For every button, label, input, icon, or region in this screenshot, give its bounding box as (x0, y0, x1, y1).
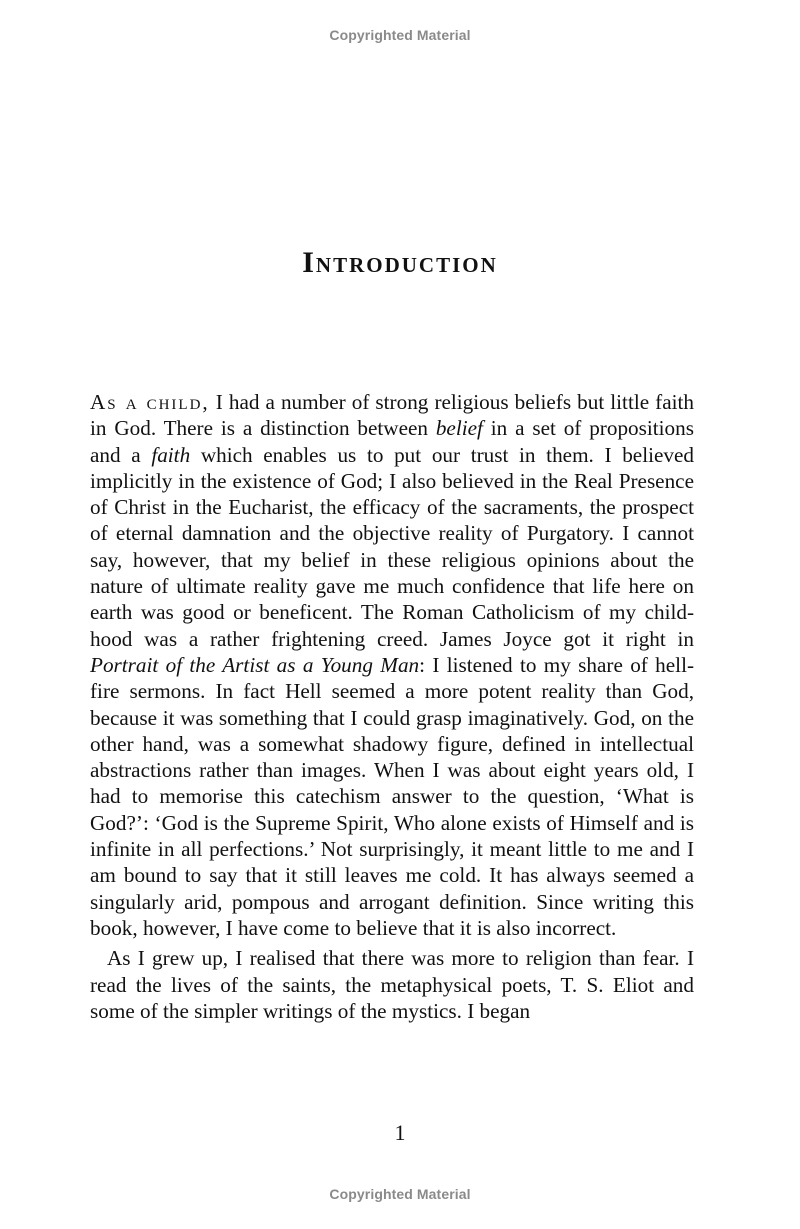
paragraph-1-text-c: which enables us to put our trust in them. I believed implicitly in the existence of God; I also believed in the Real Presence of Christ in the Eucharist, the efficacy of the sacraments, the prospect of eternal damnation and the objective reality of Purgatory. I cannot say, however, that my belief in these religious opinions about the nature of ultimate reality gave me much confidence that life here on earth was good or beneficent. The Roman Catholicism of my childhood was a rather frightening creed. James Joyce got it right in (90, 442, 694, 651)
paragraph-1-text-d: : I listened to my share of hell-fire sermons. In fact Hell seemed a more potent reality than God, because it was something that I could grasp imaginatively. God, on the other hand, was a somewhat shadowy figure, defined in intellectual abstractions rather than images. When I was about eight years old, I had to memorise this catechism answer to the question, ‘What is God?’: ‘God is the Supreme Spirit, Who alone exists of Himself and is infinite in all perfections.’ Not surprisingly, it meant little to me and I am bound to say that it still leaves me cold. It has always seemed a singularly arid, pompous and arrogant definition. Since writing this book, however, I have come to believe that it is also incorrect. (90, 652, 695, 940)
paragraph-1 (90, 389, 694, 941)
copyright-watermark-bottom: Copyrighted Material (329, 1186, 471, 1202)
chapter-title: Introduction (302, 246, 498, 280)
opening-words: As a child, (90, 390, 210, 414)
copyright-watermark-top: Copyrighted Material (329, 27, 471, 43)
page-number: 1 (394, 1120, 406, 1145)
paragraph-2: As I grew up, I realised that there was more to religion than fear. I read the lives of the saints, the metaphysical poets, T. S. Eliot and some of the simpler writings of the mystics. I began (90, 946, 694, 1023)
emphasis-belief: belief (435, 416, 483, 441)
paragraph-1-text-a: I had a number of strong religious beliefs but little faith in God. There is a distinction between (90, 390, 694, 441)
book-title-portrait: Portrait of the Artist as a Young Man (90, 652, 420, 677)
emphasis-faith: faith (151, 442, 191, 467)
body-text (90, 389, 694, 1024)
paragraph-1-text-b: in a set of propositions and a (90, 416, 694, 467)
